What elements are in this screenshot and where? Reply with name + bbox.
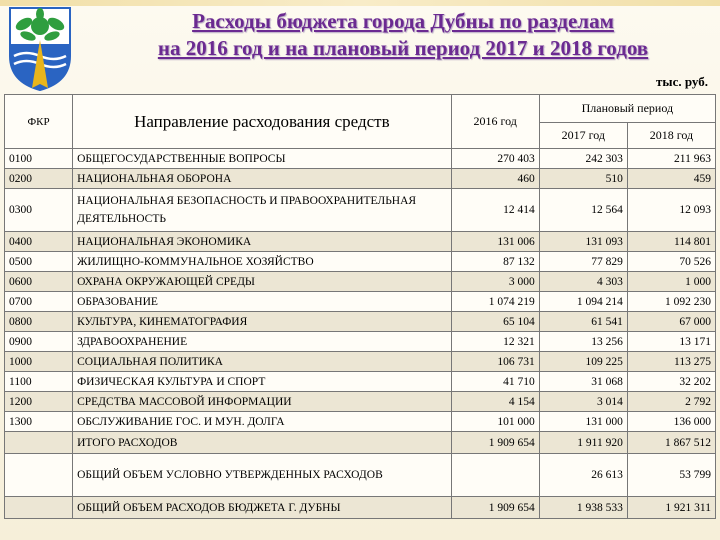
cell-code: 0700 xyxy=(5,292,73,312)
cell-2017: 12 564 xyxy=(539,189,627,232)
cell-code-empty xyxy=(5,454,73,497)
cell-name: ОБСЛУЖИВАНИЕ ГОС. И МУН. ДОЛГА xyxy=(73,412,452,432)
cell-name: СРЕДСТВА МАССОВОЙ ИНФОРМАЦИИ xyxy=(73,392,452,412)
table-row xyxy=(5,332,716,352)
cell-2017: 3 014 xyxy=(539,392,627,412)
cell-2018: 53 799 xyxy=(627,454,715,497)
cell-2017: 1 938 533 xyxy=(539,497,627,519)
table-row xyxy=(5,252,716,272)
cell-2016: 1 909 654 xyxy=(451,497,539,519)
cell-2017: 1 094 214 xyxy=(539,292,627,312)
cell-name: ОБЩИЙ ОБЪЕМ УСЛОВНО УТВЕРЖДЕННЫХ РАСХОДОВ xyxy=(73,454,452,497)
cell-2016: 4 154 xyxy=(451,392,539,412)
table-row xyxy=(5,272,716,292)
cell-2017: 131 093 xyxy=(539,232,627,252)
cell-2016: 12 321 xyxy=(451,332,539,352)
cell-2017: 61 541 xyxy=(539,312,627,332)
cell-2018: 211 963 xyxy=(627,149,715,169)
cell-2017: 1 911 920 xyxy=(539,432,627,454)
cell-code: 0300 xyxy=(5,189,73,232)
cell-2018: 136 000 xyxy=(627,412,715,432)
cell-2017: 26 613 xyxy=(539,454,627,497)
cell-code-empty xyxy=(5,432,73,454)
cell-code-empty xyxy=(5,497,73,519)
cell-code: 0400 xyxy=(5,232,73,252)
cell-2016: 460 xyxy=(451,169,539,189)
cell-code: 0500 xyxy=(5,252,73,272)
cell-2017: 242 303 xyxy=(539,149,627,169)
grand-total-row xyxy=(5,497,716,519)
cell-code: 0900 xyxy=(5,332,73,352)
cell-2017: 510 xyxy=(539,169,627,189)
cell-2018: 1 092 230 xyxy=(627,292,715,312)
decorative-top-border xyxy=(0,0,720,6)
cell-name: ИТОГО РАСХОДОВ xyxy=(73,432,452,454)
cell-name: ОБРАЗОВАНИЕ xyxy=(73,292,452,312)
city-coat-of-arms-icon xyxy=(6,4,74,92)
table-row xyxy=(5,352,716,372)
cell-2018: 67 000 xyxy=(627,312,715,332)
cell-2018: 459 xyxy=(627,169,715,189)
header-2018: 2018 год xyxy=(627,123,715,149)
cell-name: ФИЗИЧЕСКАЯ КУЛЬТУРА И СПОРТ xyxy=(73,372,452,392)
cell-2016: 41 710 xyxy=(451,372,539,392)
title-line-2: на 2016 год и на плановый период 2017 и 2018 годов xyxy=(157,36,649,60)
cell-2018: 70 526 xyxy=(627,252,715,272)
cell-2017: 131 000 xyxy=(539,412,627,432)
budget-table xyxy=(4,94,716,519)
cell-2018: 13 171 xyxy=(627,332,715,352)
cell-code: 1300 xyxy=(5,412,73,432)
table-row xyxy=(5,292,716,312)
cell-2016: 65 104 xyxy=(451,312,539,332)
cell-2016: 101 000 xyxy=(451,412,539,432)
table-row xyxy=(5,392,716,412)
cell-name: НАЦИОНАЛЬНАЯ ОБОРОНА xyxy=(73,169,452,189)
cell-2016 xyxy=(451,454,539,497)
table-row xyxy=(5,412,716,432)
cell-2018: 1 921 311 xyxy=(627,497,715,519)
cell-2018: 32 202 xyxy=(627,372,715,392)
cell-2017: 13 256 xyxy=(539,332,627,352)
cell-name: ОХРАНА ОКРУЖАЮЩЕЙ СРЕДЫ xyxy=(73,272,452,292)
header-plan-period: Плановый период xyxy=(539,95,715,123)
cell-code: 0100 xyxy=(5,149,73,169)
cell-code: 1000 xyxy=(5,352,73,372)
cell-2017: 31 068 xyxy=(539,372,627,392)
cell-name: ОБЩИЙ ОБЪЕМ РАСХОДОВ БЮДЖЕТА Г. ДУБНЫ xyxy=(73,497,452,519)
cell-2018: 113 275 xyxy=(627,352,715,372)
cell-code: 0800 xyxy=(5,312,73,332)
cell-2017: 4 303 xyxy=(539,272,627,292)
cell-2017: 77 829 xyxy=(539,252,627,272)
table-row xyxy=(5,312,716,332)
cell-2016: 87 132 xyxy=(451,252,539,272)
table-row xyxy=(5,169,716,189)
table-row xyxy=(5,189,716,232)
cell-code: 0200 xyxy=(5,169,73,189)
cell-name: КУЛЬТУРА, КИНЕМАТОГРАФИЯ xyxy=(73,312,452,332)
cell-2016: 131 006 xyxy=(451,232,539,252)
cell-name: СОЦИАЛЬНАЯ ПОЛИТИКА xyxy=(73,352,452,372)
conditional-expenses-row xyxy=(5,454,716,497)
header-2016: 2016 год xyxy=(451,95,539,149)
header-2017: 2017 год xyxy=(539,123,627,149)
cell-code: 1200 xyxy=(5,392,73,412)
table-row xyxy=(5,372,716,392)
cell-2018: 1 000 xyxy=(627,272,715,292)
cell-name: НАЦИОНАЛЬНАЯ БЕЗОПАСНОСТЬ И ПРАВООХРАНИТЕЛЬНАЯ ДЕЯТЕЛЬНОСТЬ xyxy=(73,189,452,232)
table-row xyxy=(5,149,716,169)
cell-2018: 12 093 xyxy=(627,189,715,232)
cell-2018: 2 792 xyxy=(627,392,715,412)
cell-code: 0600 xyxy=(5,272,73,292)
total-row xyxy=(5,432,716,454)
cell-2016: 3 000 xyxy=(451,272,539,292)
cell-2016: 1 074 219 xyxy=(451,292,539,312)
cell-name: ЗДРАВООХРАНЕНИЕ xyxy=(73,332,452,352)
cell-name: ОБЩЕГОСУДАРСТВЕННЫЕ ВОПРОСЫ xyxy=(73,149,452,169)
cell-2018: 1 867 512 xyxy=(627,432,715,454)
header-direction: Направление расходования средств xyxy=(73,95,452,149)
cell-code: 1100 xyxy=(5,372,73,392)
cell-2018: 114 801 xyxy=(627,232,715,252)
slide-title xyxy=(88,8,718,62)
table-row xyxy=(5,232,716,252)
cell-name: НАЦИОНАЛЬНАЯ ЭКОНОМИКА xyxy=(73,232,452,252)
cell-2016: 1 909 654 xyxy=(451,432,539,454)
title-line-1: Расходы бюджета города Дубны по разделам xyxy=(192,9,614,33)
units-label: тыс. руб. xyxy=(656,74,708,89)
cell-2016: 270 403 xyxy=(451,149,539,169)
header-fkp: ФКР xyxy=(5,95,73,149)
cell-name: ЖИЛИЩНО-КОММУНАЛЬНОЕ ХОЗЯЙСТВО xyxy=(73,252,452,272)
cell-2016: 12 414 xyxy=(451,189,539,232)
cell-2016: 106 731 xyxy=(451,352,539,372)
cell-2017: 109 225 xyxy=(539,352,627,372)
